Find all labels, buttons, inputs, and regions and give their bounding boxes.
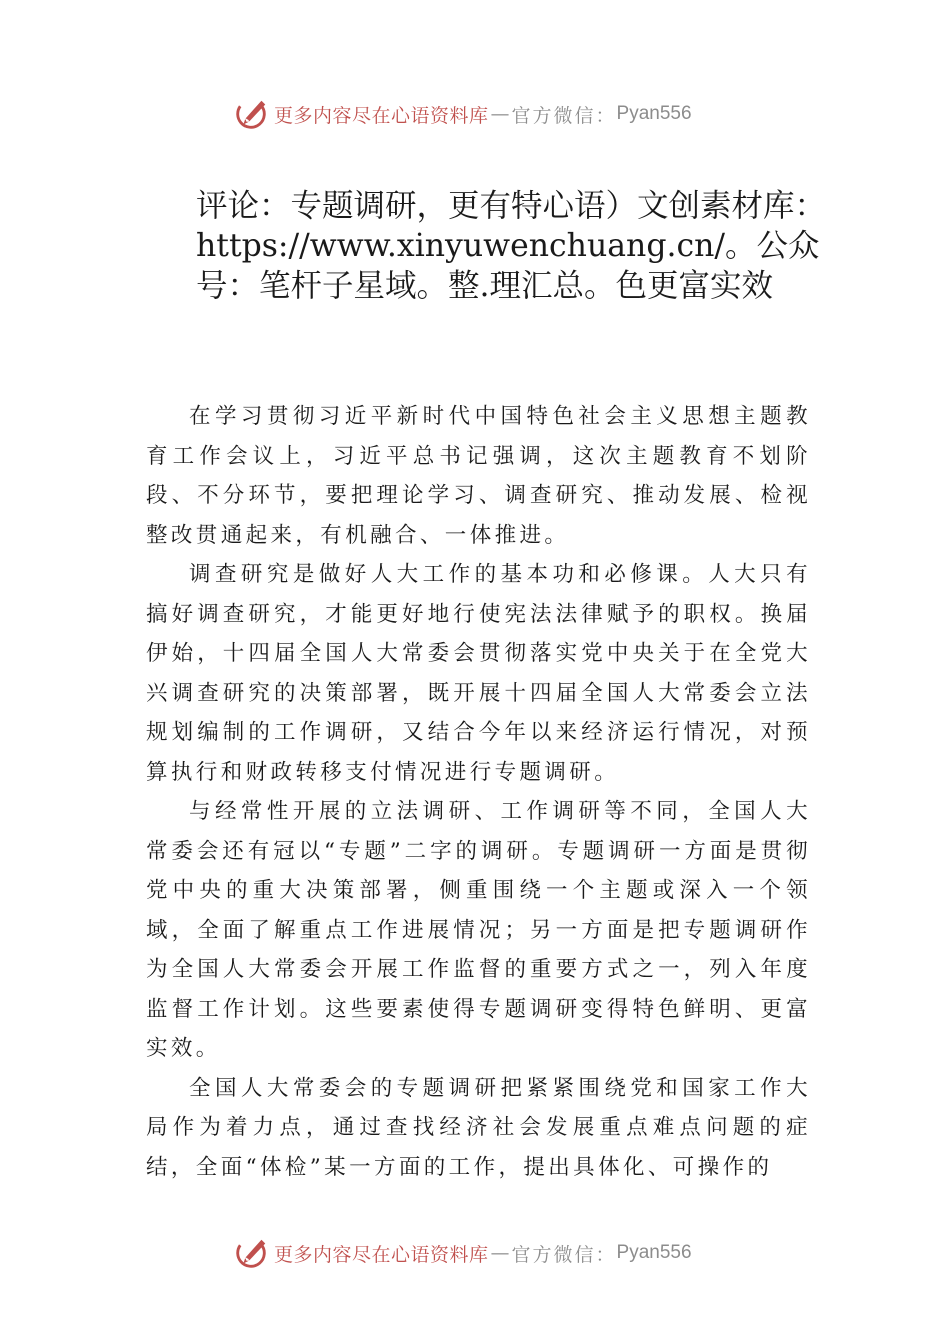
article-body [146, 397, 811, 1187]
header-banner [232, 94, 732, 134]
banner-site-text: 更多内容尽在心语资料库 [274, 1243, 489, 1266]
paragraph: 与经常性开展的立法调研、工作调研等不同，全国人大常委会还有冠以“专题”二字的调研。专题调研一方面是贯彻党中央的重大决策部署，侧重围绕一个主题或深入一个领域，全面了解重点工作进展情况；另一方面是把专题调研作为全国人大常委会开展工作监督的重要方式之一，列入年度监督工作计划。这些要素使得专题调研变得特色鲜明、更富实效。 [146, 799, 811, 1061]
banner-separator: — [490, 103, 510, 125]
banner-site-text: 更多内容尽在心语资料库 [274, 104, 489, 127]
paragraph: 全国人大常委会的专题调研把紧紧围绕党和国家工作大局作为着力点，通过查找经济社会发展重点难点问题的症结，全面“体检”某一方面的工作，提出具体化、可操作的 [146, 1075, 811, 1180]
banner-separator: — [490, 1242, 510, 1264]
banner-wechat-id: Pyan556 [616, 1242, 692, 1263]
banner-wechat-label: 官方微信： [511, 104, 617, 127]
quill-pen-logo-icon [232, 1234, 270, 1272]
footer-banner [232, 1233, 732, 1273]
quill-pen-logo-icon [232, 95, 270, 133]
paragraph: 在学习贯彻习近平新时代中国特色社会主义思想主题教育工作会议上，习近平总书记强调，这次主题教育不划阶段、不分环节，要把理论学习、调查研究、推动发展、检视整改贯通起来，有机融合、一体推进。 [146, 404, 811, 548]
banner-wechat-label: 官方微信： [511, 1243, 617, 1266]
banner-wechat-id: Pyan556 [616, 103, 692, 124]
paragraph: 调查研究是做好人大工作的基本功和必修课。人大只有搞好调查研究，才能更好地行使宪法法律赋予的职权。换届伊始，十四届全国人大常委会贯彻落实党中央关于在全党大兴调查研究的决策部署，既开展十四届全国人大常委会立法规划编制的工作调研，又结合今年以来经济运行情况，对预算执行和财政转移支付情况进行专题调研。 [146, 562, 811, 785]
article-title: 评论：专题调研，更有特心语）文创素材库：https://www.xinyuwenchuang.cn/。公众号：笔杆子星域。整.理汇总。色更富实效 [196, 188, 827, 304]
